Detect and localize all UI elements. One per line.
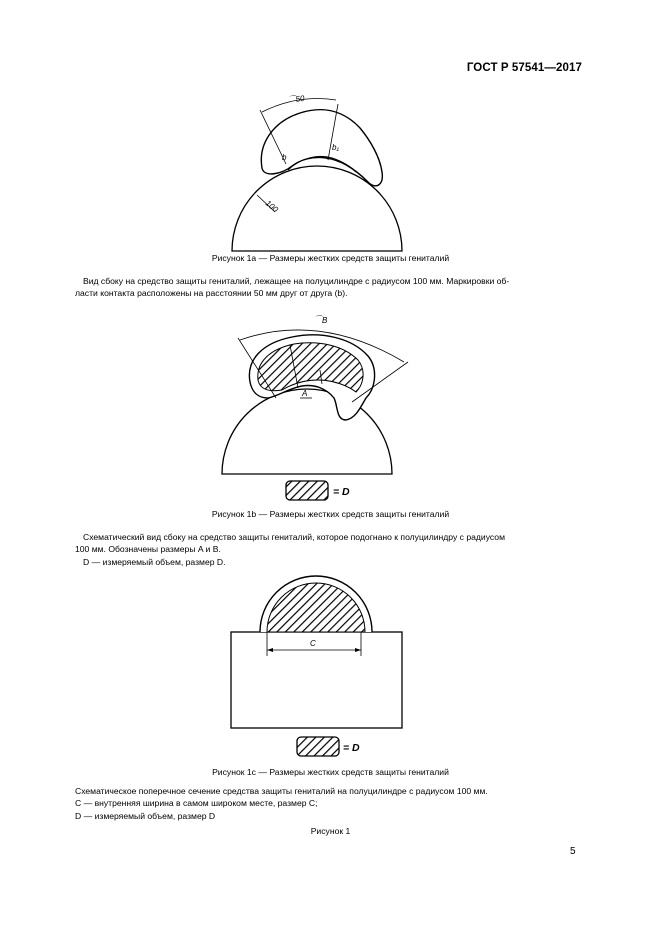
svg-text:⌒: ⌒ <box>288 95 296 104</box>
legend-swatch-1c <box>297 737 339 756</box>
document-header: ГОСТ Р 57541—2017 <box>466 62 582 74</box>
figure-1a-desc-line-2: ласти контакта расположены на расстоянии 50 мм друг от друга (b). <box>75 288 348 299</box>
figure-1b-desc-line-2: 100 мм. Обозначены размеры A и B. <box>75 544 221 555</box>
figure-1a-caption: Рисунок 1a — Размеры жестких средств защиты гениталий <box>211 253 450 263</box>
figure-1c-description <box>75 785 585 822</box>
legend-label-1c: = D <box>343 742 360 754</box>
figure-1c-caption: Рисунок 1c — Размеры жестких средств защиты гениталий <box>212 767 449 777</box>
figure-1b-desc-line-1: Схематический вид сбоку на средство защиты гениталий, которое подогнано к полуцилиндру с радиусом <box>83 532 505 542</box>
legend-label-1b: = D <box>333 486 350 498</box>
figure-1b-caption: Рисунок 1b — Размеры жестких средств защиты гениталий <box>211 509 450 519</box>
figure-1a-desc-line-1: Вид сбоку на средство защиты гениталий, лежащее на полуцилиндре с радиусом 100 мм. Маркировки об- <box>83 276 510 286</box>
figure-1c-desc-line-2: C — внутренняя ширина в самом широком месте, размер C; <box>75 798 318 809</box>
arc-label-1b: B <box>322 316 328 325</box>
figure-title: Рисунок 1 <box>310 826 351 836</box>
label-b1-1a: b₁ <box>332 143 339 152</box>
label-c-1c: C <box>310 639 316 648</box>
radius-label-1a: 100 <box>263 198 280 215</box>
label-b-1a: b <box>282 153 287 162</box>
figure-1c-desc-line-3: D — измеряемый объем, размер D <box>75 810 216 821</box>
svg-text:⌒: ⌒ <box>314 315 322 324</box>
figure-1b-desc-line-3: D — измеряемый объем, размер D. <box>83 556 226 567</box>
half-cylinder-section-1c <box>231 632 402 728</box>
figure-1c-desc-line-1: Схематическое поперечное сечение средства защиты гениталий на полуцилиндре с радиусом 100 мм. <box>75 786 488 796</box>
label-a-1b: A <box>302 389 308 398</box>
page-number: 5 <box>570 846 576 857</box>
arc-label-1a: 50 <box>295 93 306 104</box>
